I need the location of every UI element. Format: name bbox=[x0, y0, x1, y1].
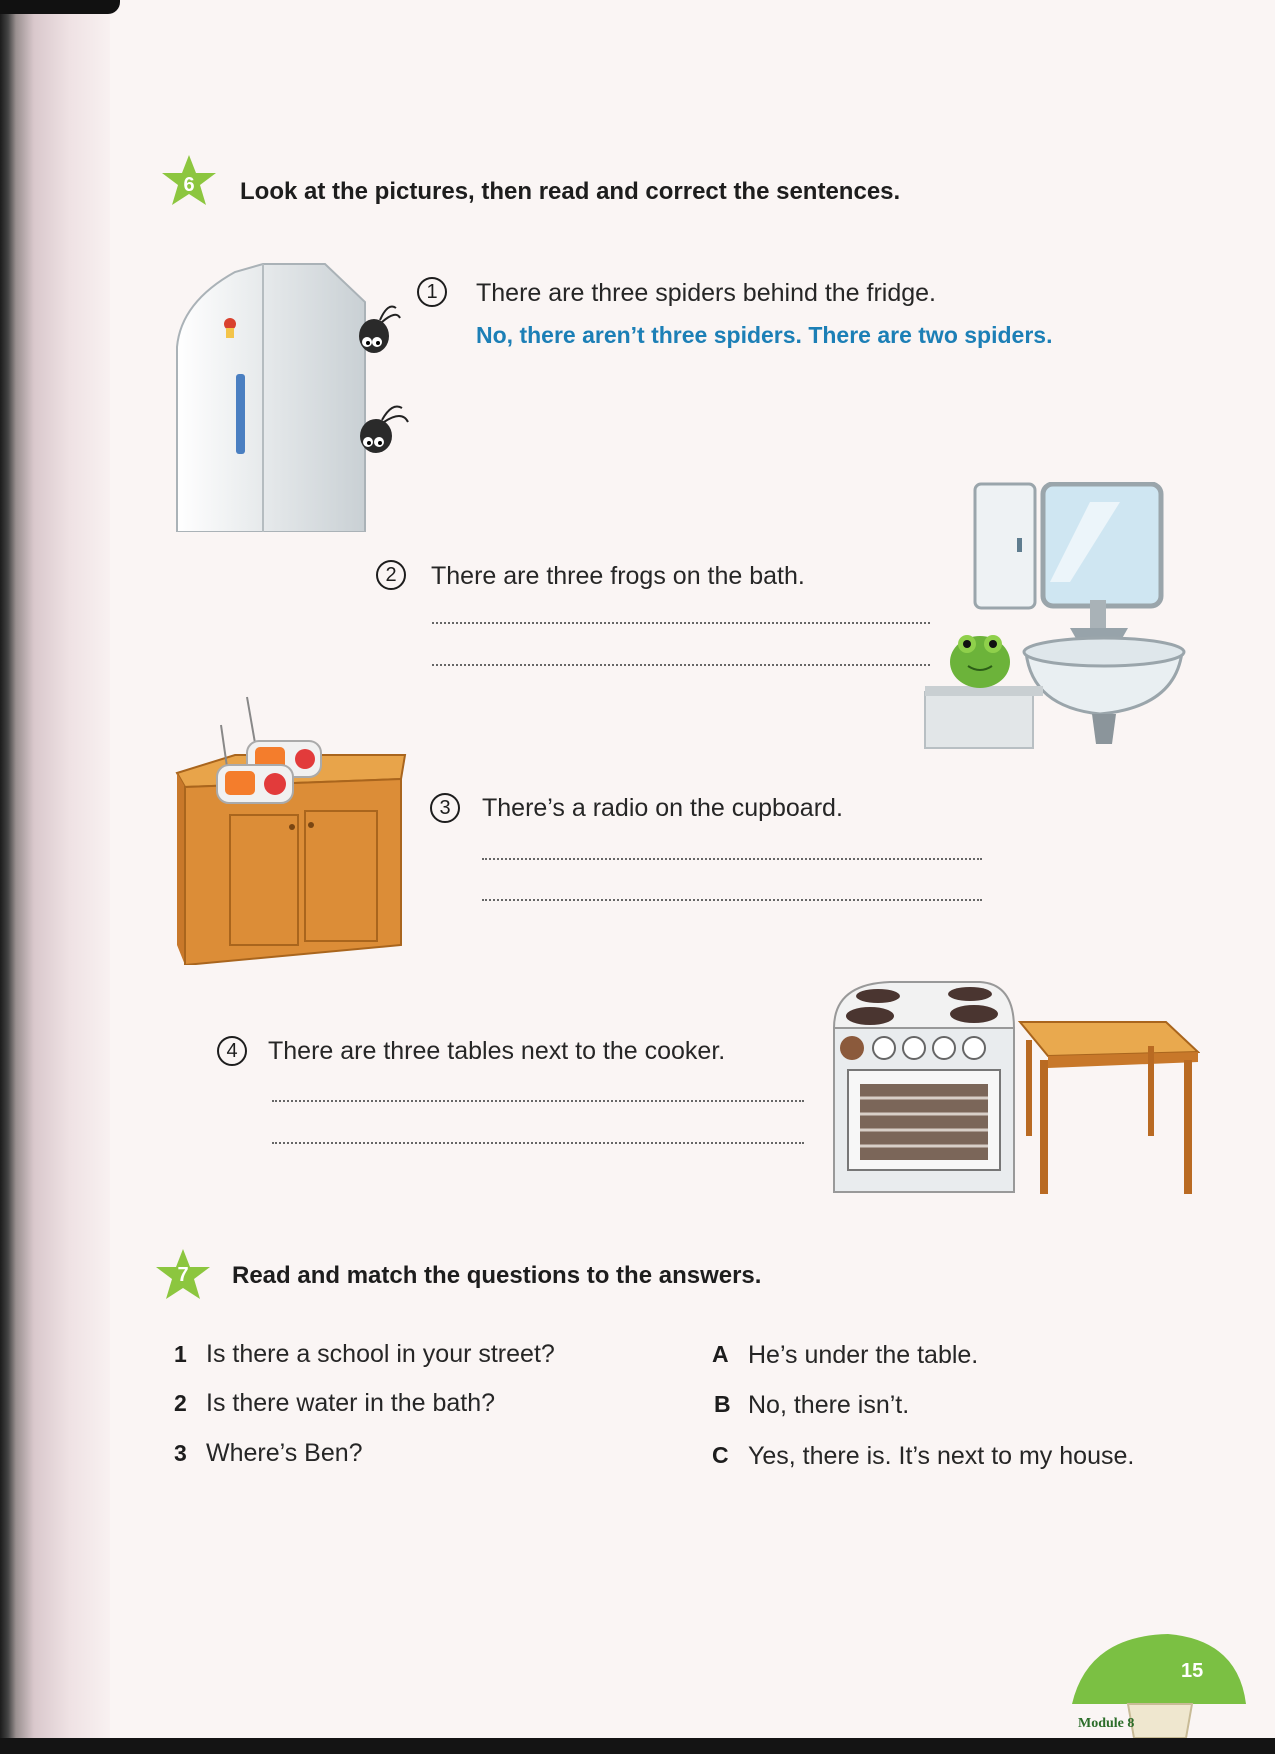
question-2-text: Is there water in the bath? bbox=[206, 1389, 496, 1417]
answer-line[interactable] bbox=[482, 899, 982, 901]
exercise-7-instruction: Read and match the questions to the answers. bbox=[232, 1262, 762, 1289]
frog-icon bbox=[950, 635, 1010, 688]
page-corner-shadow bbox=[0, 0, 120, 14]
question-3-text: Where’s Ben? bbox=[206, 1439, 363, 1467]
item-2-number: 2 bbox=[376, 560, 406, 590]
answer-a-letter: A bbox=[712, 1341, 729, 1367]
answer-c-text: Yes, there is. It’s next to my house. bbox=[748, 1442, 1135, 1470]
scan-edge bbox=[0, 1738, 1275, 1754]
answer-line[interactable] bbox=[482, 858, 982, 860]
question-1-number: 1 bbox=[174, 1341, 187, 1367]
answer-line[interactable] bbox=[432, 664, 930, 666]
item-1-sentence: There are three spiders behind the fridge. bbox=[476, 279, 936, 307]
table-icon bbox=[1020, 1022, 1198, 1194]
module-label: Module 8 bbox=[1078, 1716, 1135, 1731]
item-4-number: 4 bbox=[217, 1036, 247, 1066]
book-spine-shadow bbox=[0, 0, 110, 1754]
item-3-sentence: There’s a radio on the cupboard. bbox=[482, 794, 843, 822]
exercise-6-number: 6 bbox=[183, 174, 195, 196]
cooker-icon bbox=[834, 982, 1014, 1192]
answer-line[interactable] bbox=[272, 1100, 804, 1102]
cupboard-radio-scene bbox=[175, 695, 411, 965]
answer-a-text: He’s under the table. bbox=[748, 1341, 979, 1369]
cooker-table-scene bbox=[830, 980, 1200, 1196]
bathroom-sink-scene bbox=[920, 482, 1195, 764]
item-4-sentence: There are three tables next to the cooker. bbox=[268, 1037, 726, 1065]
page-number: 15 bbox=[1181, 1660, 1204, 1682]
exercise-7-number: 7 bbox=[177, 1264, 189, 1286]
spider-icon bbox=[352, 300, 402, 360]
answer-b-letter: B bbox=[714, 1391, 731, 1417]
sink-icon bbox=[1024, 600, 1184, 744]
spider-icon bbox=[352, 402, 412, 460]
mirror-cabinet-icon bbox=[975, 484, 1161, 608]
item-1-number: 1 bbox=[417, 277, 447, 307]
item-1-answer: No, there aren’t three spiders. There are two spiders. bbox=[476, 322, 1053, 348]
exercise-6-instruction: Look at the pictures, then read and correct the sentences. bbox=[240, 178, 901, 205]
answer-line[interactable] bbox=[272, 1142, 804, 1144]
question-2-number: 2 bbox=[174, 1390, 187, 1416]
item-3-number: 3 bbox=[430, 793, 460, 823]
answer-c-letter: C bbox=[712, 1442, 729, 1468]
question-1-text: Is there a school in your street? bbox=[206, 1340, 555, 1368]
answer-b-text: No, there isn’t. bbox=[748, 1391, 910, 1419]
item-2-sentence: There are three frogs on the bath. bbox=[431, 562, 805, 590]
answer-line[interactable] bbox=[432, 622, 930, 624]
question-3-number: 3 bbox=[174, 1440, 187, 1466]
